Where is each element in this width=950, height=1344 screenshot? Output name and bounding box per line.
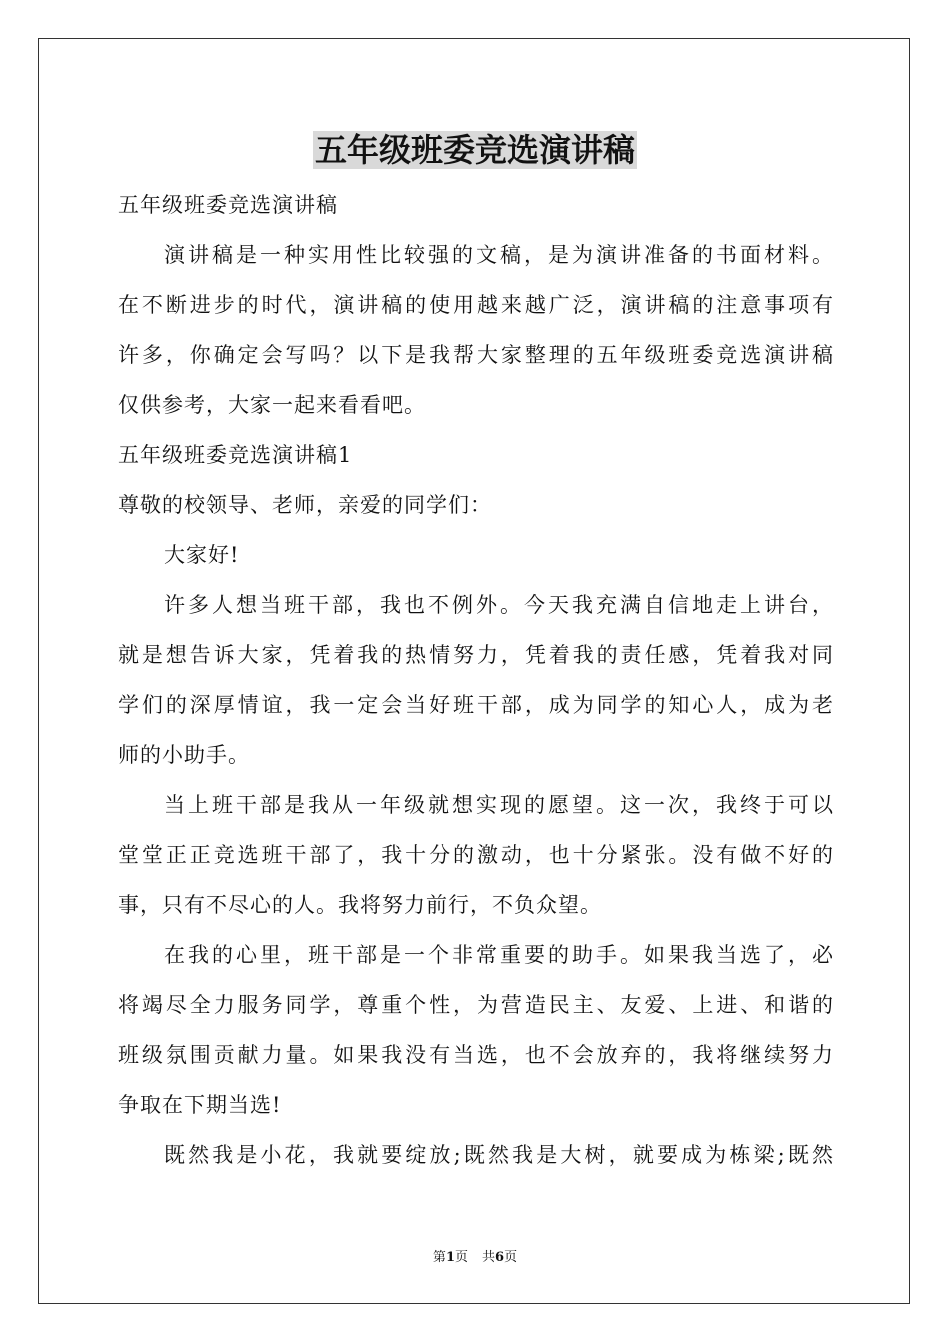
text-line: 师的小助手。 bbox=[118, 743, 250, 767]
page-footer bbox=[0, 1248, 950, 1268]
text-line: 尊敬的校领导、老师，亲爱的同学们： bbox=[118, 493, 492, 517]
text-line: 既然我是小花，我就要绽放;既然我是大树，就要成为栋梁;既然 bbox=[164, 1143, 834, 1167]
text-line: 大家好! bbox=[164, 543, 240, 567]
text-line: 许多人想当班干部，我也不例外。今天我充满自信地走上讲台， bbox=[164, 593, 834, 617]
text-line: 许多，你确定会写吗？以下是我帮大家整理的五年级班委竞选演讲稿 bbox=[118, 343, 834, 367]
total-label-suffix: 页 bbox=[504, 1250, 518, 1265]
document-title-text: 五年级班委竞选演讲稿 bbox=[314, 131, 635, 169]
text-line: 仅供参考，大家一起来看看吧。 bbox=[118, 393, 426, 417]
page-label-suffix: 页 bbox=[454, 1250, 468, 1265]
total-label-prefix: 共 bbox=[482, 1250, 496, 1265]
text-line: 班级氛围贡献力量。如果我没有当选，也不会放弃的，我将继续努力 bbox=[118, 1043, 834, 1067]
page-label-prefix: 第 bbox=[432, 1250, 446, 1265]
text-line: 事，只有不尽心的人。我将努力前行，不负众望。 bbox=[118, 893, 602, 917]
document-title bbox=[0, 128, 950, 172]
document-body bbox=[118, 180, 834, 1180]
current-page-number: 1 bbox=[445, 1250, 455, 1265]
total-page-number: 6 bbox=[495, 1250, 505, 1265]
text-line: 争取在下期当选! bbox=[118, 1093, 282, 1117]
text-line: 五年级班委竞选演讲稿1 bbox=[118, 443, 353, 467]
text-line: 堂堂正正竞选班干部了，我十分的激动，也十分紧张。没有做不好的 bbox=[118, 843, 834, 867]
text-line: 当上班干部是我从一年级就想实现的愿望。这一次，我终于可以 bbox=[164, 793, 834, 817]
text-line: 五年级班委竞选演讲稿 bbox=[118, 193, 338, 217]
text-line: 将竭尽全力服务同学，尊重个性，为营造民主、友爱、上进、和谐的 bbox=[118, 993, 834, 1017]
text-line: 演讲稿是一种实用性比较强的文稿，是为演讲准备的书面材料。 bbox=[164, 243, 834, 267]
text-line: 就是想告诉大家，凭着我的热情努力，凭着我的责任感，凭着我对同 bbox=[118, 643, 834, 667]
text-line: 学们的深厚情谊，我一定会当好班干部，成为同学的知心人，成为老 bbox=[118, 693, 834, 717]
text-line: 在不断进步的时代，演讲稿的使用越来越广泛，演讲稿的注意事项有 bbox=[118, 293, 834, 317]
text-line: 在我的心里，班干部是一个非常重要的助手。如果我当选了，必 bbox=[164, 943, 834, 967]
